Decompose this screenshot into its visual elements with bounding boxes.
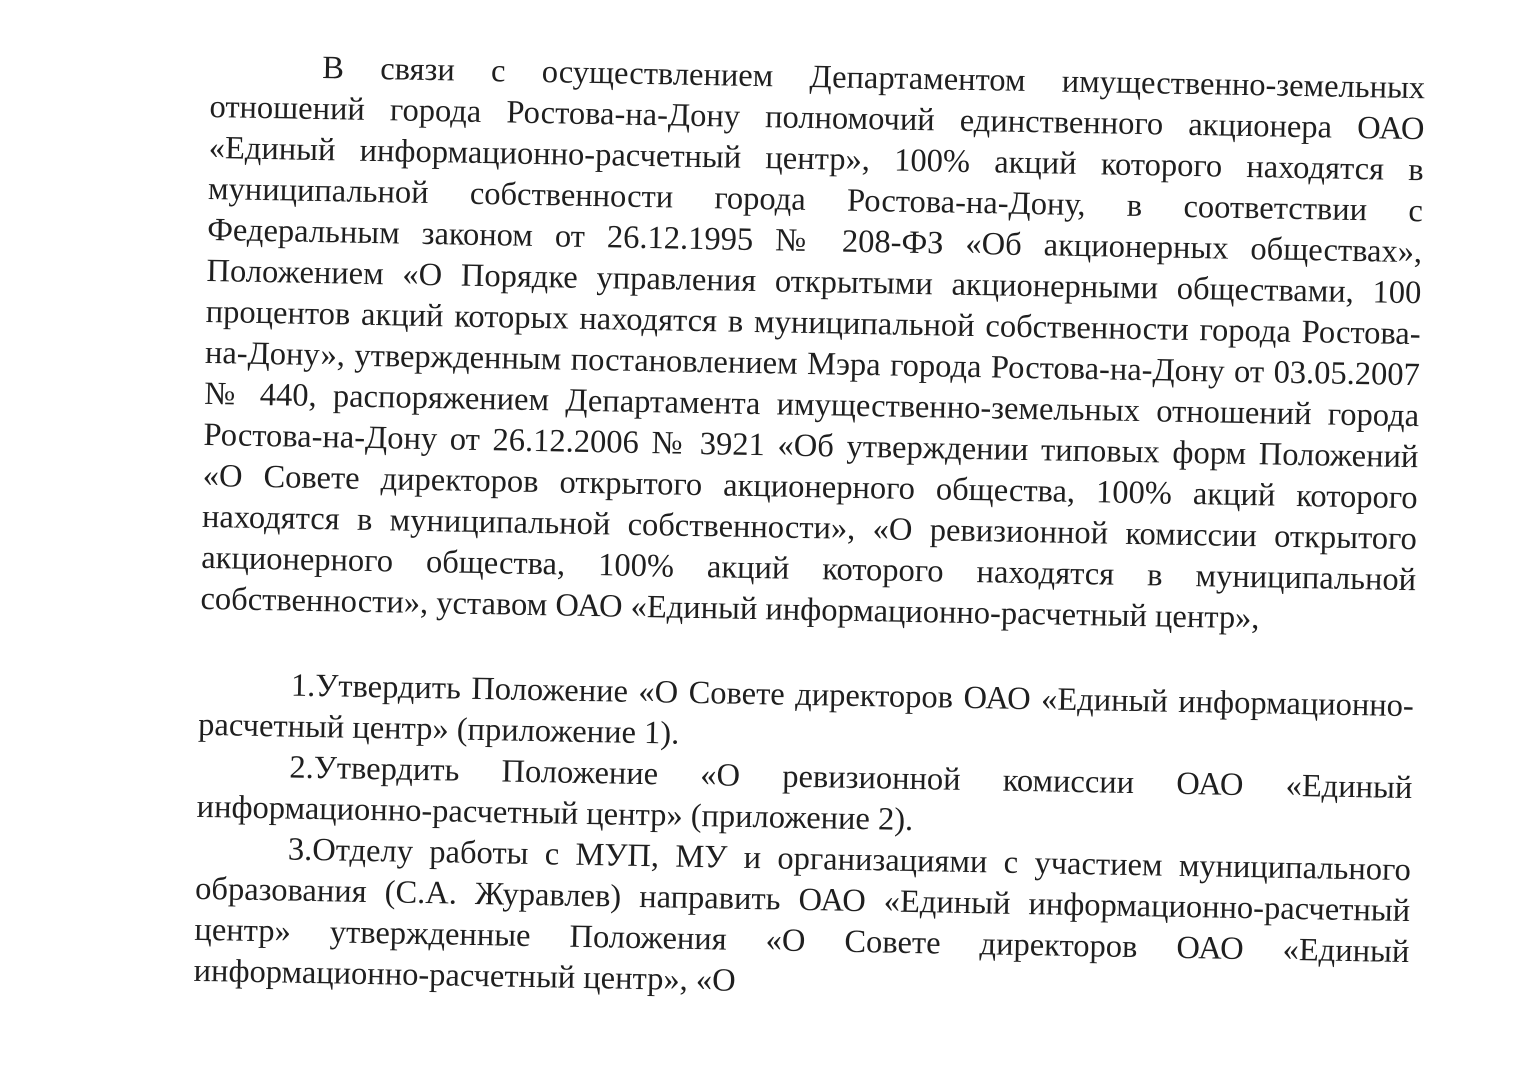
page-bottom-edge <box>0 1074 1527 1080</box>
cut-off-top-line <box>211 0 1427 37</box>
resolution-item-2: 2.Утвердить Положение «О ревизионной комиссии ОАО «Единый информационно-расчетный центр» (приложение 2). <box>196 749 1413 838</box>
intro-paragraph: В связи с осуществлением Департаментом имущественно-земельных отношений города Ростова-на-Дону полномочий единственного акционера ОАО «Единый информационно-расчетный центр», 100% акций которого находятся в муниципальной собственности города Ростова-на-Дону, в соответствии с Федеральным законом от 26.12.1995 № 208-ФЗ «Об акционерных обществах», Положением «О Порядке управления открытыми акционерными обществами, 100 процентов акций которых находятся в муниципальной собственности города Ростова-на-Дону», утвержденным постановлением Мэра города Ростова-на-Дону от 03.05.2007 № 440, распоряжением Департамента имущественно-земельных отношений города Ростова-на-Дону от 26.12.2006 № 3921 «Об утверждении типовых форм Положений «О Совете директоров открытого акционерного общества, 100% акций которого находятся в муниципальной собственности», «О ревизионной комиссии открытого акционерного общества, 100% акций которого находятся в муниципальной собственности», уставом ОАО «Единый информационно-расчетный центр», <box>200 50 1426 637</box>
resolution-item-1: 1.Утвердить Положение «О Совете директоров ОАО «Единый информационно-расчетный центр» (приложение 1). <box>197 667 1415 752</box>
resolution-item-3: 3.Отделу работы с МУП, МУ и организациями с участием муниципального образования (С.А. Журавлев) направить ОАО «Единый информационно-расчетный центр» утвержденные Положения «О Совете директоров ОАО «Единый информационно-расчетный центр», «О <box>193 831 1412 999</box>
cut-off-top-text <box>232 0 462 2</box>
document-body <box>193 0 1426 1014</box>
